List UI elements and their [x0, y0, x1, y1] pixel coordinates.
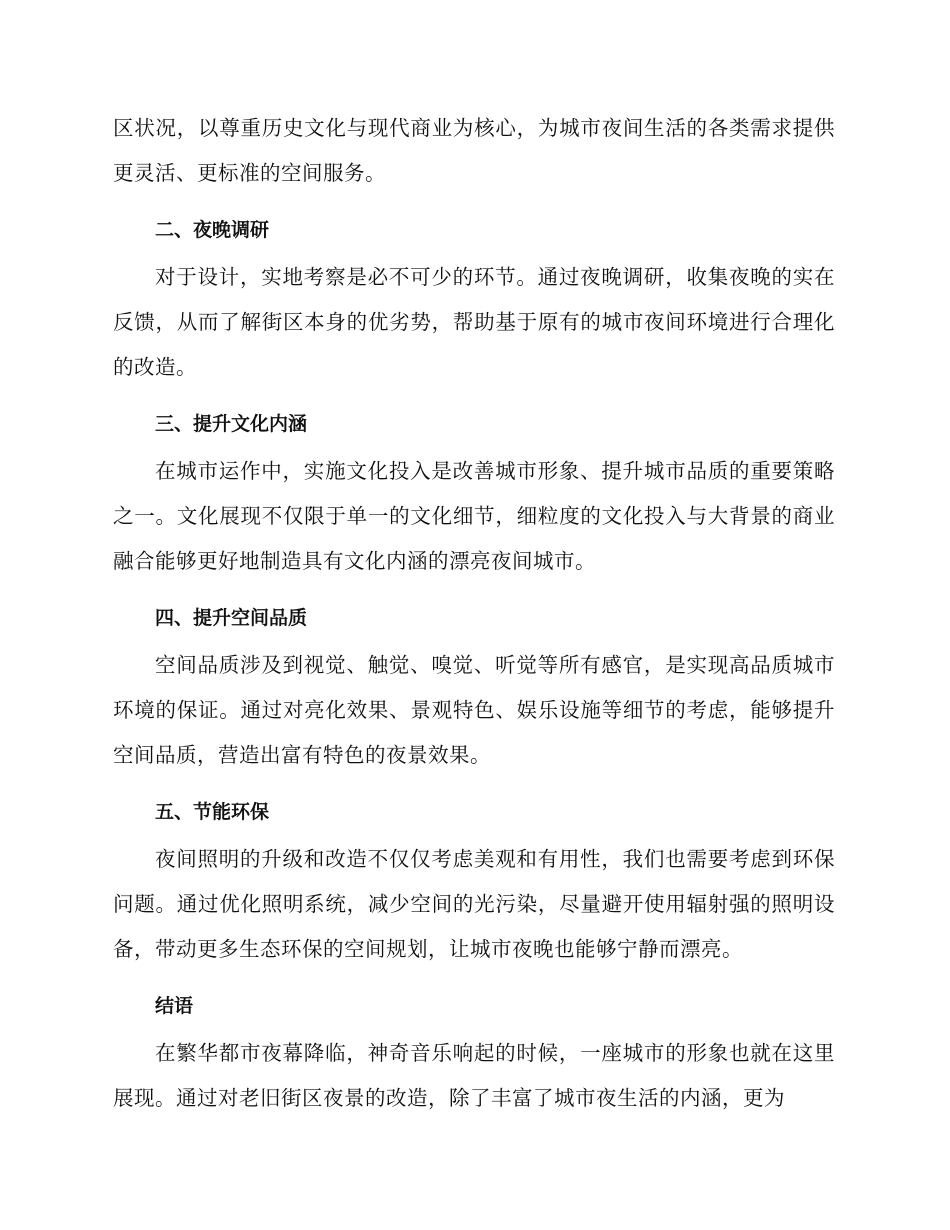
document-body	[113, 106, 835, 1121]
section-paragraph-conclusion: 在繁华都市夜幕降临，神奇音乐响起的时候，一座城市的形象也就在这里展现。通过对老旧街区夜景的改造，除了丰富了城市夜生活的内涵，更为	[113, 1041, 835, 1110]
section-paragraph-culture: 在城市运作中，实施文化投入是改善城市形象、提升城市品质的重要策略之一。文化展现不仅限于单一的文化细节，细粒度的文化投入与大背景的商业融合能够更好地制造具有文化内涵的漂亮夜间城市。	[113, 459, 835, 573]
intro-paragraph: 区状况，以尊重历史文化与现代商业为核心，为城市夜间生活的各类需求提供更灵活、更标准的空间服务。	[113, 116, 835, 185]
section-paragraph-space-quality: 空间品质涉及到视觉、触觉、嗅觉、听觉等所有感官，是实现高品质城市环境的保证。通过对亮化效果、景观特色、娱乐设施等细节的考虑，能够提升空间品质，营造出富有特色的夜景效果。	[113, 653, 835, 767]
section-heading-night-survey: 二、夜晚调研	[155, 219, 270, 241]
section-heading-energy: 五、节能环保	[155, 801, 270, 823]
section-heading-space-quality: 四、提升空间品质	[155, 607, 308, 629]
section-heading-conclusion: 结语	[155, 995, 194, 1017]
section-heading-culture: 三、提升文化内涵	[155, 413, 308, 435]
section-paragraph-night-survey: 对于设计，实地考察是必不可少的环节。通过夜晚调研，收集夜晚的实在反馈，从而了解街区本身的优劣势，帮助基于原有的城市夜间环境进行合理化的改造。	[113, 265, 835, 379]
section-paragraph-energy: 夜间照明的升级和改造不仅仅考虑美观和有用性，我们也需要考虑到环保问题。通过优化照明系统，减少空间的光污染，尽量避开使用辐射强的照明设备，带动更多生态环保的空间规划，让城市夜晚也能够宁静而漂亮。	[113, 847, 835, 961]
